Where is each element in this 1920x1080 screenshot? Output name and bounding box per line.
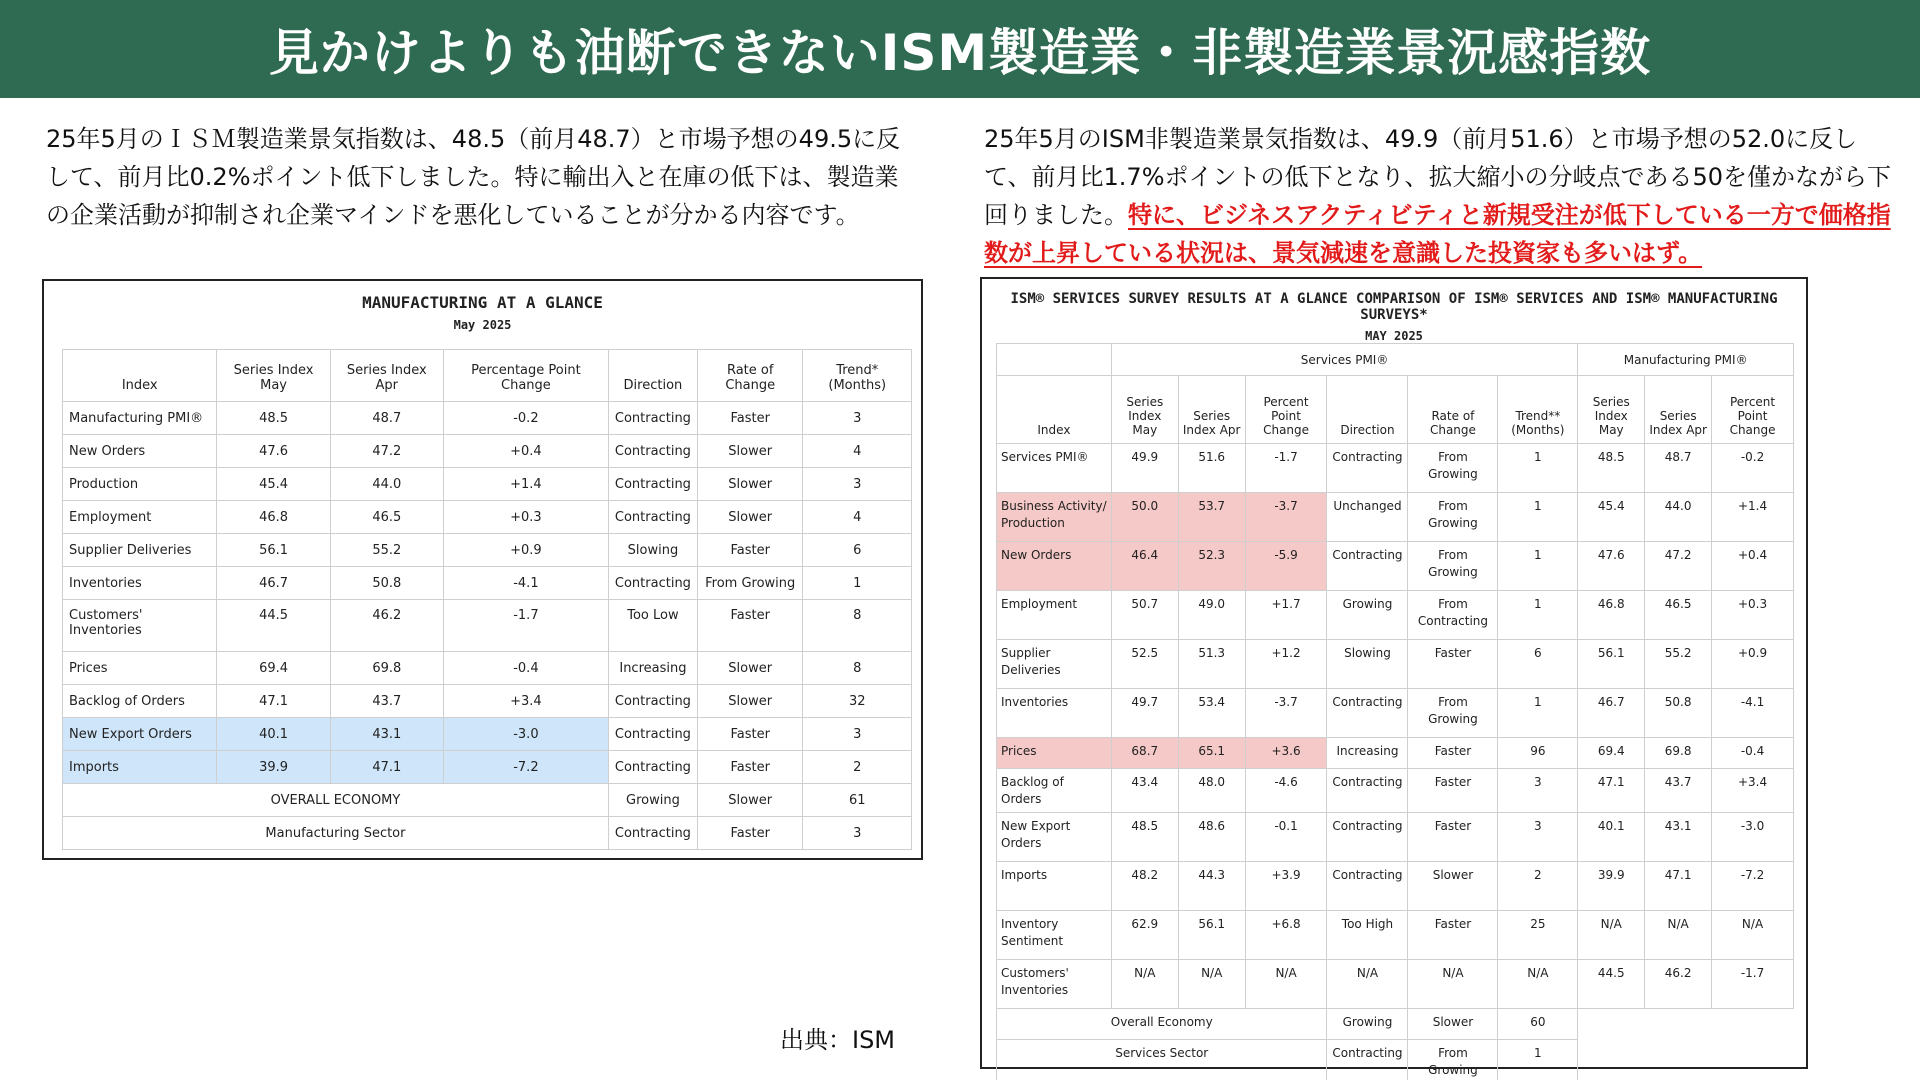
table-cell: -0.2 [443,402,608,435]
table-cell: 45.4 [1578,493,1645,542]
table-cell: Growing [1327,591,1408,640]
table-cell: +1.4 [1712,493,1794,542]
svc-group-mfg: Manufacturing PMI® [1578,344,1794,376]
row-label: New Orders [63,435,217,468]
table-cell: 48.7 [330,402,443,435]
svc-header: Percent Point Change [1245,376,1327,444]
svc-group-row [997,344,1794,376]
table-cell: 53.4 [1178,689,1245,738]
mfg-header: Series Index May [217,350,330,402]
table-cell: 3 [1498,769,1578,813]
row-label: Services PMI® [997,444,1112,493]
table-cell: +0.9 [1712,640,1794,689]
row-label: Imports [63,751,217,784]
svc-table-frame [980,277,1808,1077]
table-cell: 1 [1498,689,1578,738]
table-cell: Faster [697,751,803,784]
row-label: Prices [997,738,1112,769]
table-cell: Contracting [608,402,697,435]
table-row [997,689,1794,738]
table-cell: 46.2 [1645,960,1712,1009]
table-cell: N/A [1408,960,1498,1009]
summary-label: Overall Economy [997,1009,1327,1040]
table-cell: From Growing [1408,1040,1498,1080]
summary-label: Manufacturing Sector [63,817,609,850]
table-cell: From Contracting [1408,591,1498,640]
table-cell: 32 [803,685,912,718]
table-cell: 48.6 [1178,813,1245,862]
table-cell: 47.2 [1645,542,1712,591]
table-row [63,402,912,435]
table-row [63,600,912,652]
table-cell: -4.6 [1245,769,1327,813]
row-label: Production [63,468,217,501]
table-cell: 44.0 [330,468,443,501]
table-cell: 55.2 [330,534,443,567]
table-cell: 43.7 [1645,769,1712,813]
table-cell: 51.3 [1178,640,1245,689]
table-row [997,911,1794,960]
row-label: Customers' Inventories [997,960,1112,1009]
table-cell: Faster [697,600,803,652]
mfg-header: Trend* (Months) [803,350,912,402]
row-label: New Orders [997,542,1112,591]
table-cell: 39.9 [217,751,330,784]
table-cell: 40.1 [217,718,330,751]
table-cell: 48.5 [1111,813,1178,862]
table-cell: 47.6 [217,435,330,468]
table-cell: 56.1 [217,534,330,567]
table-cell: 46.5 [1645,591,1712,640]
table-cell: From Growing [1408,689,1498,738]
table-cell: Growing [608,784,697,817]
table-row [63,751,912,784]
row-label: Imports [997,862,1112,911]
table-row [997,1009,1794,1040]
services-commentary [984,120,1894,272]
table-cell: +0.4 [1712,542,1794,591]
table-cell: 3 [803,402,912,435]
table-row [997,960,1794,1009]
table-row [63,652,912,685]
mfg-table-subtitle: May 2025 [453,318,512,332]
table-cell: Contracting [608,468,697,501]
table-cell: +0.3 [1712,591,1794,640]
table-cell: 46.7 [1578,689,1645,738]
svc-table-subtitle: MAY 2025 [1365,329,1423,343]
table-cell: N/A [1245,960,1327,1009]
svc-header: Rate of Change [1408,376,1498,444]
table-cell: 1 [1498,1040,1578,1080]
table-cell: Increasing [608,652,697,685]
table-row [63,784,912,817]
table-cell: -0.4 [443,652,608,685]
table-row [63,718,912,751]
table-cell: Faster [697,718,803,751]
table-cell: Contracting [1327,862,1408,911]
table-cell: -0.1 [1245,813,1327,862]
svc-group-blank [997,344,1112,376]
table-cell: 46.7 [217,567,330,600]
table-cell: 50.8 [330,567,443,600]
table-cell: Contracting [1327,1040,1408,1080]
row-label: Employment [997,591,1112,640]
table-cell: +3.6 [1245,738,1327,769]
table-cell: -1.7 [443,600,608,652]
table-cell: 43.1 [1645,813,1712,862]
table-cell: Contracting [1327,689,1408,738]
row-label: Prices [63,652,217,685]
table-cell: From Growing [697,567,803,600]
mfg-header: Series Index Apr [330,350,443,402]
mfg-table-title: MANUFACTURING AT A GLANCE [362,293,603,312]
table-cell: N/A [1578,911,1645,960]
table-cell: 43.4 [1111,769,1178,813]
table-cell: 56.1 [1578,640,1645,689]
table-cell: 60 [1498,1009,1578,1040]
table-cell: +0.9 [443,534,608,567]
table-cell: 47.1 [330,751,443,784]
table-row [997,769,1794,813]
mfg-header: Index [63,350,217,402]
table-cell: -0.2 [1712,444,1794,493]
table-cell: 6 [803,534,912,567]
table-cell: 62.9 [1111,911,1178,960]
table-cell: 4 [803,501,912,534]
table-cell: +3.4 [1712,769,1794,813]
table-cell: -3.0 [443,718,608,751]
table-cell: Faster [697,534,803,567]
table-cell: 47.6 [1578,542,1645,591]
table-cell: 49.0 [1178,591,1245,640]
table-cell: 6 [1498,640,1578,689]
table-cell: 1 [1498,444,1578,493]
table-cell: N/A [1645,911,1712,960]
table-cell: Faster [1408,738,1498,769]
table-cell: Contracting [1327,444,1408,493]
table-cell: N/A [1498,960,1578,1009]
table-cell: 65.1 [1178,738,1245,769]
table-cell: 1 [1498,493,1578,542]
table-cell: Slower [697,685,803,718]
table-row [997,738,1794,769]
table-cell: Contracting [608,718,697,751]
table-cell: Contracting [1327,769,1408,813]
table-cell: -0.4 [1712,738,1794,769]
svc-header-row [997,376,1794,444]
table-row [997,813,1794,862]
table-cell: Contracting [608,685,697,718]
table-cell: 8 [803,600,912,652]
table-cell: -3.7 [1245,493,1327,542]
table-cell: -5.9 [1245,542,1327,591]
mfg-table-frame [42,279,923,860]
row-label: Inventory Sentiment [997,911,1112,960]
table-cell: 51.6 [1178,444,1245,493]
table-cell: 61 [803,784,912,817]
table-row [63,468,912,501]
table-cell: 48.5 [217,402,330,435]
svc-header: Series Index May [1578,376,1645,444]
table-cell: Slower [697,435,803,468]
row-label: New Export Orders [63,718,217,751]
table-cell: 44.5 [217,600,330,652]
table-row [997,591,1794,640]
table-cell: Contracting [1327,813,1408,862]
table-cell: Contracting [608,817,697,850]
table-cell: 52.3 [1178,542,1245,591]
table-cell: +0.3 [443,501,608,534]
svc-header: Index [997,376,1112,444]
table-cell: Contracting [608,435,697,468]
table-cell: Faster [1408,640,1498,689]
table-cell: 1 [803,567,912,600]
table-cell: Slowing [1327,640,1408,689]
mfg-commentary: 25年5月のＩＳＭ製造業景気指数は、48.5（前月48.7）と市場予想の49.5に反して、前月比0.2%ポイント低下しました。特に輸出入と在庫の低下は、製造業の企業活動が抑制され企業マインドを悪化していることが分かる内容です。 [46,125,901,229]
table-cell: 96 [1498,738,1578,769]
table-row [997,493,1794,542]
row-label: Backlog of Orders [997,769,1112,813]
table-cell: 43.1 [330,718,443,751]
table-cell: Slower [697,784,803,817]
table-cell: 46.8 [1578,591,1645,640]
table-cell: 3 [803,468,912,501]
mfg-header: Rate of Change [697,350,803,402]
table-cell: Slower [1408,1009,1498,1040]
table-cell: N/A [1111,960,1178,1009]
table-cell: Increasing [1327,738,1408,769]
svc-header: Direction [1327,376,1408,444]
svc-group-services: Services PMI® [1111,344,1577,376]
table-cell: Faster [1408,911,1498,960]
table-cell: 43.7 [330,685,443,718]
source-credit: 出典：ISM [780,1026,896,1054]
table-cell: +1.4 [443,468,608,501]
table-cell: 48.2 [1111,862,1178,911]
table-cell: N/A [1178,960,1245,1009]
table-cell: Faster [697,817,803,850]
table-cell: From Growing [1408,444,1498,493]
table-cell: -3.0 [1712,813,1794,862]
table-cell: -1.7 [1245,444,1327,493]
table-cell: Contracting [608,501,697,534]
svc-table-title: ISM® SERVICES SURVEY RESULTS AT A GLANCE COMPARISON OF ISM® SERVICES AND ISM® MANUFACTURING SURVEYS* [1010,291,1778,323]
table-cell: Faster [1408,813,1498,862]
table-row [997,444,1794,493]
table-cell: 69.8 [330,652,443,685]
table-cell: Contracting [1327,542,1408,591]
table-cell: 50.0 [1111,493,1178,542]
table-row [997,640,1794,689]
table-row [63,817,912,850]
svc-header: Series Index Apr [1645,376,1712,444]
table-cell: 3 [1498,813,1578,862]
table-cell: 46.4 [1111,542,1178,591]
row-label: Manufacturing PMI® [63,402,217,435]
table-cell: 46.5 [330,501,443,534]
table-cell: 46.2 [330,600,443,652]
table-cell: 49.7 [1111,689,1178,738]
table-cell: Faster [1408,769,1498,813]
table-cell: 25 [1498,911,1578,960]
table-cell: 48.7 [1645,444,1712,493]
table-row [997,542,1794,591]
table-cell: Too Low [608,600,697,652]
table-cell: 50.8 [1645,689,1712,738]
table-cell: +1.2 [1245,640,1327,689]
table-cell: 48.5 [1578,444,1645,493]
table-cell: Slower [697,501,803,534]
table-cell: 2 [1498,862,1578,911]
row-label: Employment [63,501,217,534]
table-cell: 2 [803,751,912,784]
table-cell: Contracting [608,751,697,784]
table-cell: 4 [803,435,912,468]
table-cell: 44.3 [1178,862,1245,911]
table-cell: +3.4 [443,685,608,718]
svc-header: Series Index May [1111,376,1178,444]
row-label: Customers' Inventories [63,600,217,652]
table-cell: Slower [697,652,803,685]
table-cell: Too High [1327,911,1408,960]
table-cell: 1 [1498,591,1578,640]
table-cell: Slower [1408,862,1498,911]
table-cell: 52.5 [1111,640,1178,689]
table-cell: 3 [803,817,912,850]
table-cell: Contracting [608,567,697,600]
table-cell: +0.4 [443,435,608,468]
table-row [63,567,912,600]
page-title: 見かけよりも油断できないISM製造業・非製造業景況感指数 [268,24,1652,82]
mfg-header: Direction [608,350,697,402]
mfg-header-row [63,350,912,402]
title-banner [0,0,1920,98]
table-cell: 48.0 [1178,769,1245,813]
table-cell: N/A [1327,960,1408,1009]
table-cell: 68.7 [1111,738,1178,769]
table-cell: Faster [697,402,803,435]
table-row [63,685,912,718]
table-row [997,1040,1794,1080]
table-cell: -4.1 [1712,689,1794,738]
table-cell: 47.2 [330,435,443,468]
table-cell: N/A [1712,911,1794,960]
services-commentary-text: 25年5月のISM非製造業景気指数は、49.9（前月51.6）と市場予想の52.0に反して、前月比1.7%ポイントの低下となり、拡大縮小の分岐点である50を僅かながら下回りました。 [984,125,1892,229]
services-commentary-highlight: 特に、ビジネスアクティビティと新規受注が低下している一方で価格指数が上昇している状況は、景気減速を意識した投資家も多いはず。 [984,201,1891,267]
table-cell: 40.1 [1578,813,1645,862]
table-cell: 56.1 [1178,911,1245,960]
table-cell: From Growing [1408,493,1498,542]
table-cell: 69.8 [1645,738,1712,769]
table-cell: 39.9 [1578,862,1645,911]
table-cell: +3.9 [1245,862,1327,911]
table-cell: -3.7 [1245,689,1327,738]
row-label: Business Activity/ Production [997,493,1112,542]
table-cell: 47.1 [1645,862,1712,911]
table-cell: 50.7 [1111,591,1178,640]
row-label: Inventories [63,567,217,600]
empty-cell [1578,1009,1794,1040]
summary-label: Services Sector [997,1040,1327,1080]
table-cell: 44.0 [1645,493,1712,542]
table-row [63,534,912,567]
table-cell: Slowing [608,534,697,567]
mfg-header: Percentage Point Change [443,350,608,402]
table-cell: 1 [1498,542,1578,591]
table-cell: 69.4 [217,652,330,685]
mfg-table [62,349,912,850]
table-cell: 69.4 [1578,738,1645,769]
svc-header: Percent Point Change [1712,376,1794,444]
table-row [63,501,912,534]
row-label: Supplier Deliveries [997,640,1112,689]
table-cell: 44.5 [1578,960,1645,1009]
table-cell: -7.2 [1712,862,1794,911]
row-label: New Export Orders [997,813,1112,862]
table-cell: 53.7 [1178,493,1245,542]
table-cell: 8 [803,652,912,685]
table-cell: Growing [1327,1009,1408,1040]
table-cell: -1.7 [1712,960,1794,1009]
table-cell: 45.4 [217,468,330,501]
table-cell: +1.7 [1245,591,1327,640]
table-cell: 55.2 [1645,640,1712,689]
table-row [997,862,1794,911]
table-cell: -4.1 [443,567,608,600]
summary-label: OVERALL ECONOMY [63,784,609,817]
row-label: Backlog of Orders [63,685,217,718]
table-cell: 47.1 [217,685,330,718]
svc-header: Trend** (Months) [1498,376,1578,444]
table-cell: 3 [803,718,912,751]
row-label: Supplier Deliveries [63,534,217,567]
table-cell: -7.2 [443,751,608,784]
table-cell: 49.9 [1111,444,1178,493]
table-cell: From Growing [1408,542,1498,591]
table-cell: 46.8 [217,501,330,534]
empty-cell [1578,1040,1794,1080]
table-cell: +6.8 [1245,911,1327,960]
svc-header: Series Index Apr [1178,376,1245,444]
row-label: Inventories [997,689,1112,738]
table-row [63,435,912,468]
table-cell: Slower [697,468,803,501]
svc-table [996,343,1794,1080]
table-cell: Unchanged [1327,493,1408,542]
table-cell: 47.1 [1578,769,1645,813]
